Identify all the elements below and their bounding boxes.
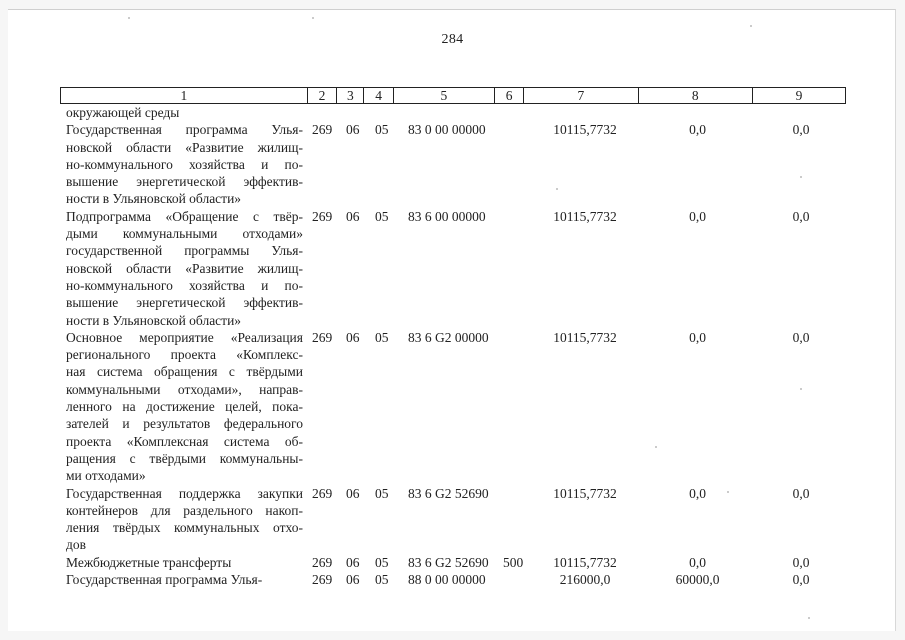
col-2-value: 269 — [312, 554, 333, 570]
row-name-line: Межбюджетные трансферты — [66, 554, 232, 570]
row-name-line: но-коммунального хозяйства и по- — [66, 277, 303, 293]
col-9-value: 0,0 — [792, 208, 810, 224]
row-name-cell — [66, 571, 303, 588]
col-5-value: 83 6 G2 52690 — [408, 485, 489, 501]
col-2-value: 269 — [312, 122, 333, 138]
col-7-value: 10115,7732 — [553, 329, 617, 345]
scan-speck — [312, 17, 314, 19]
header-col-7: 7 — [524, 88, 638, 104]
table-row — [0, 571, 905, 588]
col-8-value: 0,0 — [689, 554, 706, 570]
row-name-line: новской области «Развитие жилищ- — [66, 139, 303, 155]
scan-speck — [556, 188, 558, 190]
col-5-value: 83 0 00 00000 — [408, 122, 486, 138]
row-name-line: дов — [66, 537, 86, 553]
table-row — [0, 104, 905, 121]
scan-speck — [800, 176, 802, 178]
row-name-line: ращения с твёрдыми коммунальны- — [66, 450, 303, 466]
col-3-value: 06 — [346, 485, 360, 501]
table-row — [0, 329, 905, 485]
row-name-cell — [66, 104, 303, 121]
scan-speck — [128, 17, 130, 19]
header-col-1: 1 — [61, 88, 308, 104]
col-6-value: 500 — [503, 554, 524, 570]
col-5-value: 83 6 G2 52690 — [408, 554, 489, 570]
row-name-line: но-коммунального хозяйства и по- — [66, 156, 303, 172]
col-7-value: 10115,7732 — [553, 485, 617, 501]
row-name-line: контейнеров для раздельного накоп- — [66, 502, 303, 518]
header-col-3: 3 — [337, 88, 364, 104]
col-7-value: 10115,7732 — [553, 208, 617, 224]
col-3-value: 06 — [346, 554, 360, 570]
col-4-value: 05 — [375, 122, 389, 138]
row-name-line: вышение энергетической эффектив- — [66, 295, 303, 311]
row-name-line: ления твёрдых коммунальных отхо- — [66, 520, 303, 536]
row-name-cell — [66, 121, 303, 207]
col-8-value: 0,0 — [689, 208, 706, 224]
col-2-value: 269 — [312, 329, 333, 345]
col-4-value: 05 — [375, 208, 389, 224]
col-2-value: 269 — [312, 208, 333, 224]
col-9-value: 0,0 — [792, 122, 810, 138]
header-col-6: 6 — [494, 88, 523, 104]
table-row — [0, 485, 905, 554]
col-4-value: 05 — [375, 485, 389, 501]
row-name-cell — [66, 329, 303, 485]
col-7-value: 10115,7732 — [553, 554, 617, 570]
col-4-value: 05 — [375, 554, 389, 570]
scan-speck — [800, 388, 802, 390]
col-9-value: 0,0 — [792, 554, 810, 570]
row-name-line: ная система обращения с твёрдыми — [66, 364, 303, 380]
row-name-line: ности в Ульяновской области» — [66, 191, 242, 207]
row-name-line: проекта «Комплексная система об- — [66, 433, 303, 449]
table-row — [0, 208, 905, 329]
row-name-line: ности в Ульяновской области» — [66, 312, 242, 328]
row-name-line: вышение энергетической эффектив- — [66, 174, 303, 190]
header-col-4: 4 — [364, 88, 393, 104]
col-9-value: 0,0 — [792, 485, 810, 501]
header-col-9: 9 — [752, 88, 845, 104]
page-number: 284 — [441, 32, 464, 47]
col-9-value: 0,0 — [792, 572, 810, 588]
col-5-value: 88 0 00 00000 — [408, 572, 486, 588]
row-name-line: Государственная поддержка закупки — [66, 485, 303, 501]
col-3-value: 06 — [346, 572, 360, 588]
col-4-value: 05 — [375, 329, 389, 345]
scan-speck — [808, 617, 810, 619]
col-5-value: 83 6 G2 00000 — [408, 329, 489, 345]
col-8-value: 60000,0 — [675, 572, 720, 588]
col-9-value: 0,0 — [792, 329, 810, 345]
row-name-line: Государственная программа Улья- — [66, 122, 303, 138]
col-3-value: 06 — [346, 329, 360, 345]
row-name-line: Подпрограмма «Обращение с твёр- — [66, 208, 303, 224]
row-name-line: новской области «Развитие жилищ- — [66, 260, 303, 276]
scan-speck — [655, 446, 657, 448]
col-2-value: 269 — [312, 485, 333, 501]
row-name-line: окружающей среды — [66, 105, 180, 120]
table-row — [0, 121, 905, 208]
row-name-line: ленного на достижение целей, пока- — [66, 399, 303, 415]
col-7-value: 10115,7732 — [553, 122, 617, 138]
header-col-2: 2 — [307, 88, 336, 104]
row-name-line: коммунальными отходами», направ- — [66, 381, 303, 397]
col-2-value: 269 — [312, 572, 333, 588]
table-row — [0, 554, 905, 571]
col-5-value: 83 6 00 00000 — [408, 208, 486, 224]
row-name-cell — [66, 554, 303, 571]
row-name-cell — [66, 208, 303, 329]
row-name-line: ми отходами» — [66, 468, 146, 484]
col-3-value: 06 — [346, 122, 360, 138]
row-name-cell — [66, 485, 303, 554]
scan-speck — [727, 491, 729, 493]
row-name-line: государственной программы Улья- — [66, 243, 303, 259]
row-name-line: регионального проекта «Комплекс- — [66, 347, 303, 363]
col-8-value: 0,0 — [689, 329, 706, 345]
row-name-line: Государственная программа Улья- — [66, 572, 263, 588]
header-col-8: 8 — [638, 88, 752, 104]
row-name-line: дыми коммунальными отходами» — [66, 226, 303, 242]
col-7-value: 216000,0 — [559, 572, 611, 588]
col-8-value: 0,0 — [689, 485, 706, 501]
table-header — [60, 87, 846, 104]
header-col-5: 5 — [393, 88, 494, 104]
row-name-line: зателей и результатов федерального — [66, 416, 303, 432]
row-name-line: Основное мероприятие «Реализация — [66, 329, 303, 345]
col-4-value: 05 — [375, 572, 389, 588]
scan-speck — [750, 25, 752, 27]
col-3-value: 06 — [346, 208, 360, 224]
col-8-value: 0,0 — [689, 122, 706, 138]
